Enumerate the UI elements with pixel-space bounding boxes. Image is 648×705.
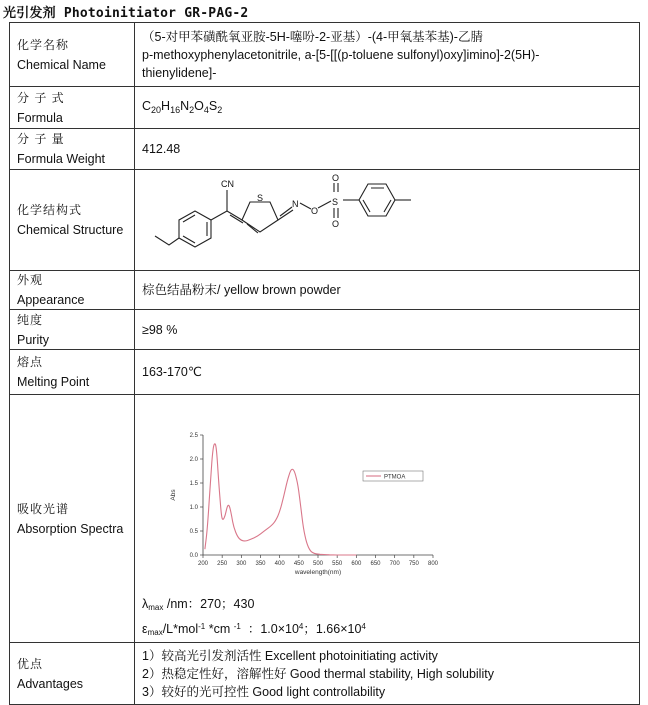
label-cn: 优点 bbox=[17, 656, 44, 671]
x-tick-label: 500 bbox=[312, 561, 324, 567]
label-en: Formula bbox=[17, 110, 63, 125]
x-tick-label: 750 bbox=[408, 561, 419, 567]
epsilon-sub: max bbox=[147, 628, 163, 637]
label-en: Formula Weight bbox=[17, 152, 105, 166]
label-purity bbox=[10, 310, 135, 350]
label-en: Appearance bbox=[17, 293, 85, 307]
y-tick-label: 2.5 bbox=[189, 433, 198, 439]
chemical-name-cn: （5-对甲苯磺酰氧亚胺-5H-噻吩-2-亚基）-(4-甲氧基苯基)-乙腈 bbox=[142, 29, 483, 44]
formula-s: S bbox=[208, 98, 218, 113]
label-chemical-name bbox=[10, 23, 135, 87]
row-formula-weight bbox=[10, 129, 640, 170]
value-formula-weight: 412.48 bbox=[135, 129, 640, 170]
spectra-values bbox=[135, 595, 639, 642]
row-advantages bbox=[10, 643, 640, 705]
label-formula bbox=[10, 87, 135, 129]
atom-o-bottom: O bbox=[332, 219, 340, 229]
formula-s-count: 2 bbox=[217, 104, 223, 115]
formula-h: H bbox=[161, 98, 171, 113]
x-tick-label: 200 bbox=[197, 561, 209, 567]
formula-h-count: 16 bbox=[170, 104, 181, 115]
structure-diagram bbox=[135, 170, 635, 265]
label-en: Advantages bbox=[17, 676, 84, 691]
epsilon-sup-b: -1 bbox=[233, 622, 241, 631]
x-tick-label: 350 bbox=[255, 561, 266, 567]
label-cn: 外观 bbox=[17, 273, 44, 287]
label-cn: 化学结构式 bbox=[17, 203, 83, 217]
x-tick-label: 600 bbox=[351, 561, 362, 567]
label-appearance bbox=[10, 271, 135, 310]
x-tick-label: 650 bbox=[370, 561, 381, 567]
x-tick-label: 400 bbox=[274, 561, 285, 567]
x-tick-label: 800 bbox=[427, 561, 439, 567]
row-appearance bbox=[10, 271, 640, 310]
advantage-item: 3）较好的光可控性 Good light controllability bbox=[142, 684, 386, 699]
advantage-item: 2）热稳定性好，溶解性好 Good thermal stability, High solubility bbox=[142, 666, 494, 681]
formula-n: N bbox=[180, 98, 190, 113]
formula-o: O bbox=[194, 98, 204, 113]
row-chemical-structure bbox=[10, 170, 640, 271]
epsilon-sup-a: -1 bbox=[198, 622, 206, 631]
label-chemical-structure bbox=[10, 170, 135, 271]
label-absorption-spectra bbox=[10, 395, 135, 643]
formula-n-count: 2 bbox=[189, 104, 195, 115]
value-purity: ≥98 % bbox=[135, 310, 640, 350]
epsilon-unit-a: /L*mol bbox=[162, 622, 199, 636]
value-absorption-spectra bbox=[135, 395, 640, 643]
atom-o-ester: O bbox=[311, 206, 319, 216]
value-appearance: 棕色结晶粉末/ yellow brown powder bbox=[135, 271, 640, 310]
row-absorption-spectra bbox=[10, 395, 640, 643]
absorption-chart bbox=[135, 395, 635, 590]
lambda-symbol: λ bbox=[142, 597, 149, 611]
atom-s-sulfonyl: S bbox=[332, 197, 339, 207]
chemical-name-en-1: p-methoxyphenylacetonitrile, a-[5-[[(p-toluene sulfonyl)oxy]imino]-2(5H)- bbox=[142, 47, 540, 62]
epsilon-exp-2: 4 bbox=[361, 622, 366, 631]
value-melting-point: 163-170℃ bbox=[135, 350, 640, 395]
atom-s-thiophene: S bbox=[257, 193, 264, 203]
label-advantages bbox=[10, 643, 135, 705]
x-tick-label: 700 bbox=[389, 561, 400, 567]
label-cn: 分 子 量 bbox=[17, 132, 65, 146]
label-melting-point bbox=[10, 350, 135, 395]
epsilon-value-2: ；1.66×10 bbox=[303, 622, 362, 636]
row-formula bbox=[10, 87, 640, 129]
y-tick-label: 0.5 bbox=[189, 529, 198, 535]
epsilon-exp-1: 4 bbox=[298, 622, 304, 631]
value-chemical-structure bbox=[135, 170, 640, 271]
label-cn: 吸收光谱 bbox=[17, 501, 70, 516]
epsilon-unit-b: *cm bbox=[205, 622, 234, 636]
x-axis-label: wavelength(nm) bbox=[294, 569, 342, 576]
atom-n: N bbox=[292, 199, 299, 209]
x-tick-label: 550 bbox=[332, 561, 343, 567]
x-tick-label: 300 bbox=[236, 561, 247, 567]
y-axis-label: Abs bbox=[170, 489, 177, 501]
value-advantages bbox=[135, 643, 640, 705]
label-formula-weight bbox=[10, 129, 135, 170]
formula-c: C bbox=[142, 98, 152, 113]
y-tick-label: 2.0 bbox=[189, 457, 198, 463]
page-title: 光引发剂 Photoinitiator GR-PAG-2 bbox=[3, 6, 249, 21]
label-en: Absorption Spectra bbox=[17, 521, 124, 536]
row-chemical-name bbox=[10, 23, 640, 87]
chemical-name-en-2: thienylidene]- bbox=[142, 65, 217, 80]
epsilon-max-line bbox=[142, 617, 639, 642]
row-purity bbox=[10, 310, 640, 350]
label-cn: 熔点 bbox=[17, 355, 44, 369]
y-tick-label: 0.0 bbox=[189, 553, 198, 559]
lambda-values: /nm：270；430 bbox=[163, 597, 255, 611]
label-en: Chemical Structure bbox=[17, 223, 124, 237]
label-en: Purity bbox=[17, 332, 49, 347]
label-cn: 纯度 bbox=[17, 312, 44, 327]
lambda-sub: max bbox=[148, 603, 164, 612]
formula-o-count: 4 bbox=[203, 104, 209, 115]
x-tick-label: 250 bbox=[217, 561, 228, 567]
y-tick-label: 1.5 bbox=[189, 481, 198, 487]
legend bbox=[363, 471, 423, 481]
formula-c-count: 20 bbox=[151, 104, 162, 115]
row-melting-point bbox=[10, 350, 640, 395]
advantage-item: 1）较高光引发剂活性 Excellent photoinitiating activity bbox=[142, 648, 438, 663]
epsilon-value-1: ：1.0×10 bbox=[240, 622, 299, 636]
atom-o-top: O bbox=[332, 173, 340, 183]
value-formula bbox=[135, 87, 640, 129]
atom-cn: CN bbox=[221, 179, 234, 189]
label-en: Melting Point bbox=[17, 375, 90, 389]
value-chemical-name bbox=[135, 23, 640, 87]
series-line-ptmoa bbox=[205, 444, 356, 555]
label-cn: 化学名称 bbox=[17, 37, 70, 52]
epsilon-symbol: ε bbox=[142, 622, 148, 636]
y-tick-label: 1.0 bbox=[189, 505, 198, 511]
spec-table bbox=[9, 22, 640, 705]
label-cn: 分 子 式 bbox=[17, 90, 65, 105]
label-en: Chemical Name bbox=[17, 57, 106, 72]
lambda-max-line bbox=[142, 595, 639, 617]
x-tick-label: 450 bbox=[293, 561, 304, 567]
legend-entry: PTMOA bbox=[384, 474, 406, 481]
